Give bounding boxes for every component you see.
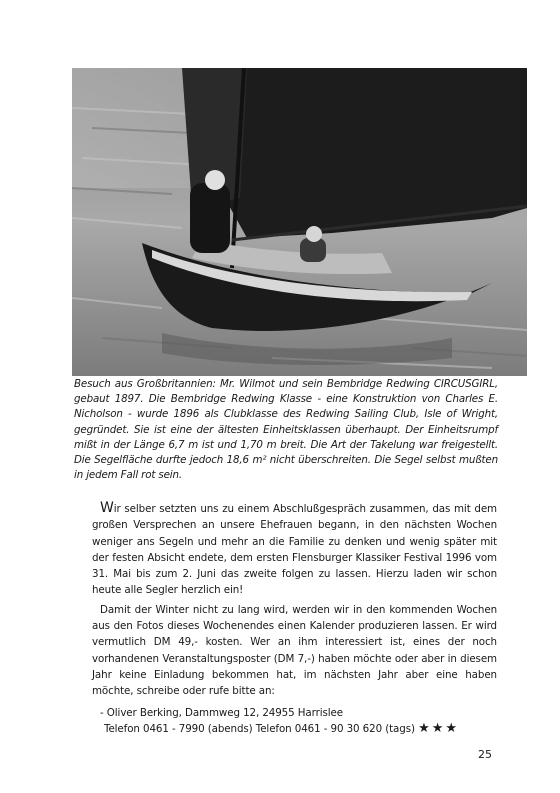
- sailboat-photo: [72, 68, 527, 376]
- sailboat-photo-graphic: [72, 68, 527, 376]
- paragraph-2: Damit der Winter nicht zu lang wird, werden wir in den kommenden Wochen aus den Fotos dieses Wochenendes einen Kalender produzieren lassen. Er wird vermutlich DM 49,- kosten. Wer an ihm interessiert ist, eines der noch vorhandenen Veranstaltungsposter (DM 7,-) haben möchte oder aber in diesem Jahr keine Einladung bekommen hat, im nächsten Jahr aber eine haben möchte, schreibe oder rufe bitte an:: [92, 603, 497, 698]
- contact-phone: Telefon 0461 - 7990 (abends) Telefon 0461 - 90 30 620 (tags): [104, 722, 415, 735]
- photo-caption: Besuch aus Großbritannien: Mr. Wilmot und sein Bembridge Redwing CIRCUSGIRL, gebaut 1897. Die Bembridge Redwing Klasse - eine Konstruktion von Charles E. Nicholson - wurde 1896 als Clubklasse des Redwing Sailing Club, Isle of Wright, gegründet. Sie ist eine der ältesten Einheitsklassen überhaupt. Der Einheitsrumpf mißt in der Länge 6,7 m ist und 1,70 m breit. Die Art der Takelung war freigestellt. Die Segelfläche durfte jedoch 18,6 m² nicht überschreiten. Die Segel selbst mußten in jedem Fall rot sein.: [74, 378, 498, 482]
- stars-icon: ★★★: [418, 720, 460, 736]
- article-body: [92, 500, 497, 737]
- contact-phone-line: [92, 721, 497, 737]
- contact-address: - Oliver Berking, Dammweg 12, 24955 Harrislee: [100, 706, 343, 719]
- paragraph-1: Wir selber setzten uns zu einem Abschlußgespräch zusammen, das mit dem großen Versprechen an unsere Ehefrauen begann, in den nächsten Wochen weniger ans Segeln und mehr an die Familie zu denken und wenig später mit der festen Absicht endete, dem ersten Flensburger Klassiker Festival 1996 vom 31. Mai bis zum 2. Juni das zweite folgen zu lassen. Hierzu laden wir schon heute alle Segler herzlich ein!: [92, 500, 497, 597]
- page-number: 25: [478, 748, 492, 761]
- contact-block: [92, 705, 497, 738]
